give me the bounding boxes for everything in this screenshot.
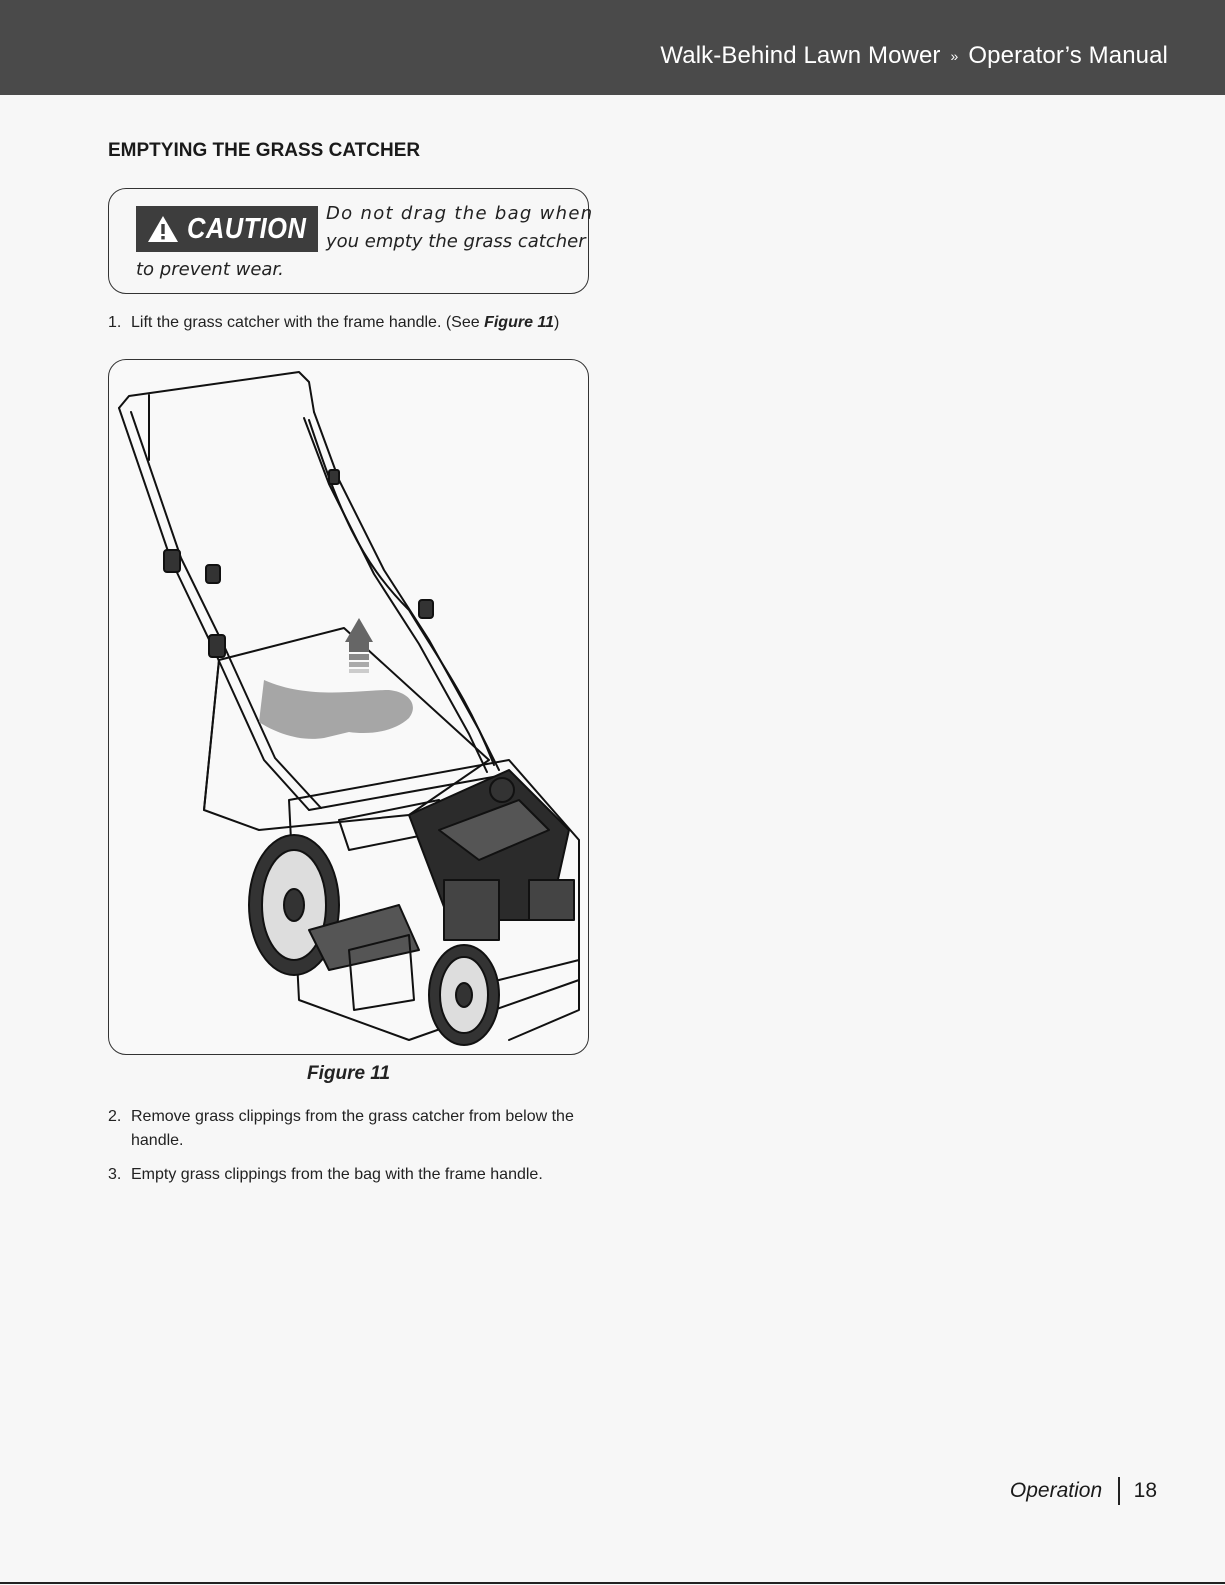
footer-divider xyxy=(1118,1477,1120,1505)
header-title xyxy=(660,42,1168,70)
step-2 xyxy=(108,1105,592,1149)
figure-reference-link[interactable]: Figure 11 xyxy=(484,314,555,331)
step-text: Remove grass clippings from the grass catcher from below the handle. xyxy=(131,1108,574,1149)
lawn-mower-illustration xyxy=(109,360,589,1055)
step-number: 2. xyxy=(108,1108,122,1125)
page-number: 18 xyxy=(1133,1479,1157,1502)
caution-text-line2: you empty the grass catcher xyxy=(326,231,586,252)
footer-section: Operation xyxy=(1009,1479,1103,1502)
warning-triangle-icon xyxy=(147,215,179,243)
page-footer xyxy=(1010,1476,1157,1506)
step-text: Lift the grass catcher with the frame handle. (See xyxy=(131,314,485,331)
caution-word: CAUTION xyxy=(187,212,307,245)
header-manual: Operator’s Manual xyxy=(968,42,1168,69)
page-header xyxy=(0,0,1225,95)
caution-text-line1: Do not drag the bag when xyxy=(326,203,594,224)
caution-label xyxy=(136,206,318,252)
caution-text-line3: to prevent wear. xyxy=(136,259,284,280)
header-product: Walk-Behind Lawn Mower xyxy=(660,42,941,69)
caution-box xyxy=(108,188,594,294)
figure-caption: Figure 11 xyxy=(306,1063,391,1084)
figure-11-illustration xyxy=(108,359,589,1055)
step-text: Empty grass clippings from the bag with the frame handle. xyxy=(131,1166,543,1183)
step-number: 1. xyxy=(108,314,122,331)
section-title: EMPTYING THE GRASS CATCHER xyxy=(108,140,421,161)
step-1 xyxy=(108,314,559,332)
step-text-close: ) xyxy=(554,314,560,331)
step-3 xyxy=(108,1166,543,1184)
step-number: 3. xyxy=(108,1166,122,1183)
bottom-rule xyxy=(0,1582,1225,1584)
header-separator: » xyxy=(950,48,959,64)
